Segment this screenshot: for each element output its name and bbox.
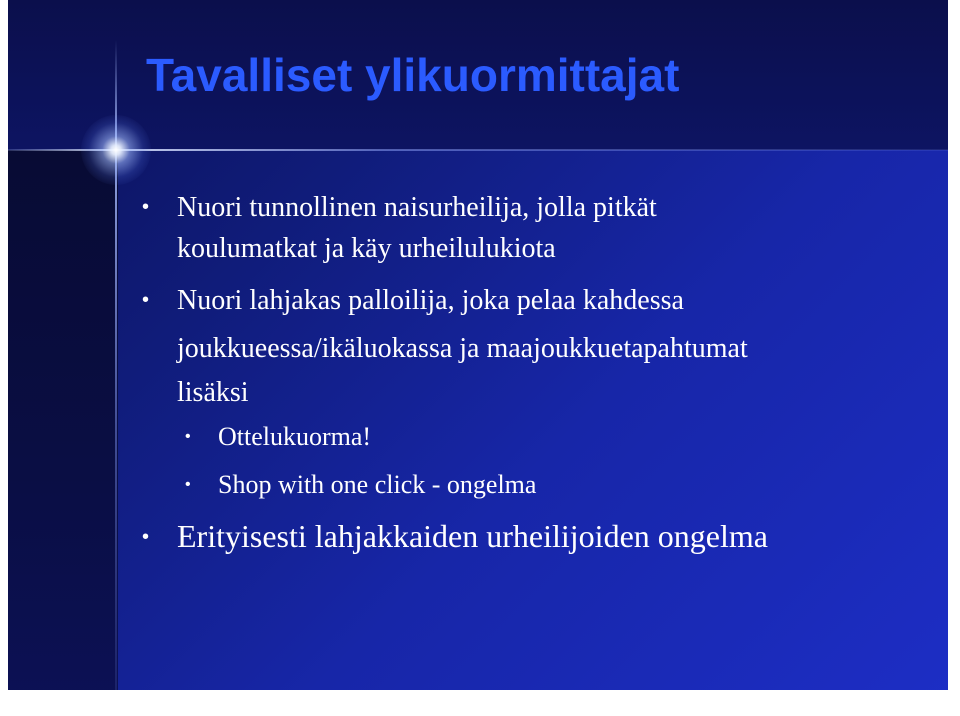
bullet-icon: •: [142, 526, 150, 548]
bullet-2-line-1: Nuori lahjakas palloilija, joka pelaa kahdessa: [177, 285, 684, 316]
bullet-3-line-1: Erityisesti lahjakkaiden urheilijoiden ongelma: [177, 518, 768, 554]
slide-right-margin: [948, 0, 960, 716]
bullet-1-line-2: koulumatkat ja käy urheilulukiota: [177, 233, 556, 264]
slide-left-margin: [0, 0, 8, 716]
slide-title: Tavalliset ylikuormittajat: [146, 49, 680, 101]
slide-bottom-margin: [0, 690, 960, 716]
sub-bullet-2: Shop with one click - ongelma: [218, 470, 537, 499]
sub-bullet-icon: •: [185, 428, 191, 445]
bullet-icon: •: [142, 289, 150, 311]
bullet-2-line-3: lisäksi: [177, 377, 249, 408]
sub-bullet-1: Ottelukuorma!: [218, 422, 372, 451]
slide-left-band: [0, 150, 118, 716]
bullet-1-line-1: Nuori tunnollinen naisurheilija, jolla pitkät: [177, 192, 657, 223]
bullet-2-line-2: joukkueessa/ikäluokassa ja maajoukkuetapahtumat: [177, 333, 748, 364]
bullet-icon: •: [142, 196, 150, 218]
light-flare-icon: [81, 115, 151, 185]
sub-bullet-icon: •: [185, 476, 191, 493]
